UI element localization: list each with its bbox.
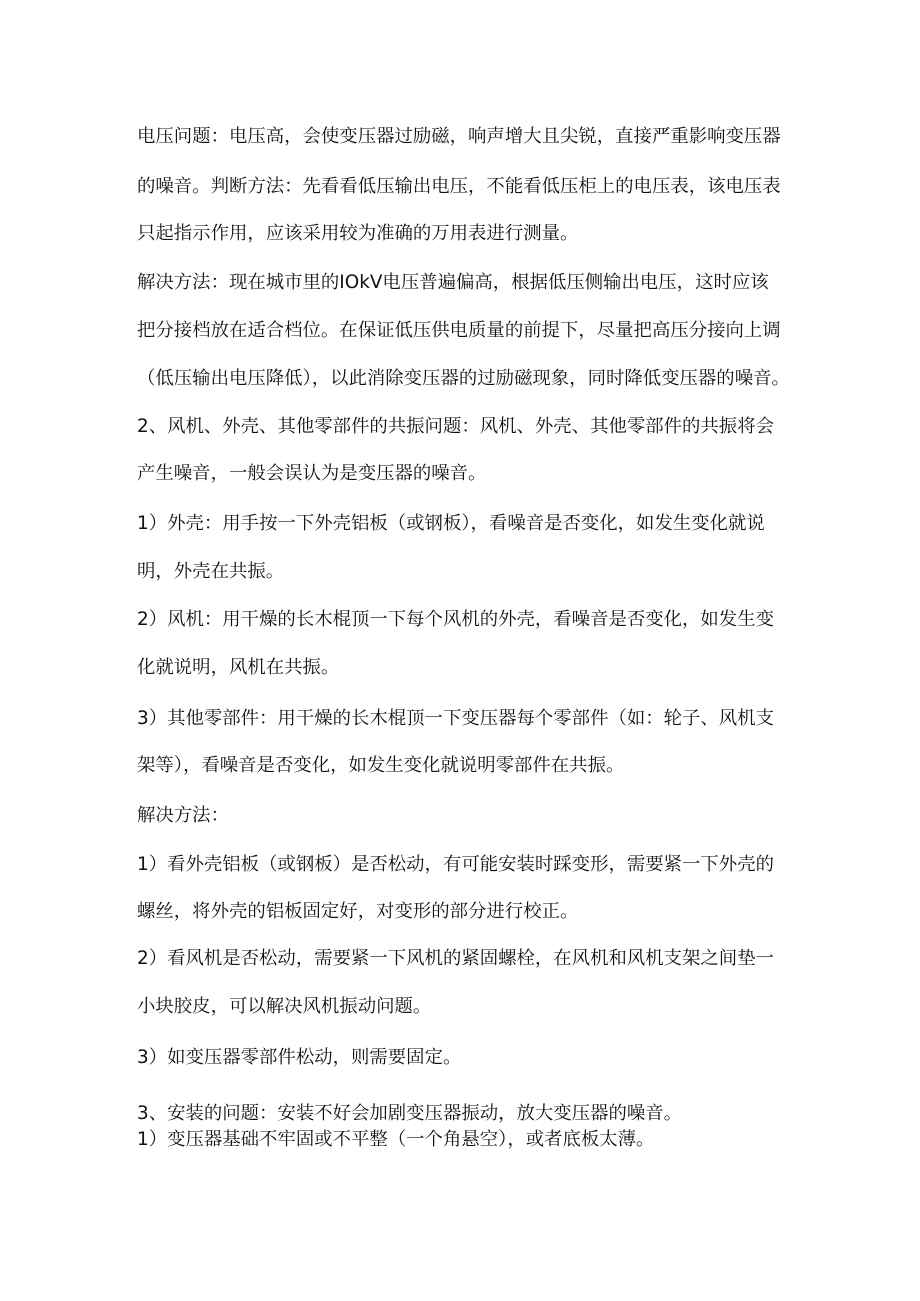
text-line: 3、安装的问题：安装不好会加剧变压器振动，放大变压器的噪音。 (137, 1103, 683, 1124)
text-line: 电压问题：电压高，会使变压器过励磁，响声增大且尖锐，直接严重影响变压器 (137, 126, 781, 147)
text-line: 2）风机：用干燥的长木棍顶一下每个风机的外壳，看噪音是否变化，如发生变 (137, 609, 774, 630)
text-line: 只起指示作用，应该采用较为准确的万用表进行测量。 (137, 223, 579, 244)
text-line: 3）其他零部件：用干燥的长木棍顶一下变压器每个零部件（如：轮子、风机支 (137, 708, 774, 729)
text-line: 2、风机、外壳、其他零部件的共振问题：风机、外壳、其他零部件的共振将会 (137, 416, 774, 437)
text-line: （低压输出电压降低），以此消除变压器的过励磁现象，同时降低变压器的噪音。 (137, 368, 790, 389)
text-line: 螺丝，将外壳的铝板固定好，对变形的部分进行校正。 (137, 901, 579, 922)
text-line: 解决方法：现在城市里的IOkV电压普遍偏高，根据低压侧输出电压，这时应该 (137, 272, 769, 293)
text-line: 架等），看噪音是否变化，如发生变化就说明零部件在共振。 (137, 755, 625, 776)
text-line: 小块胶皮，可以解决风机振动问题。 (137, 996, 432, 1017)
text-line: 解决方法： (137, 805, 229, 826)
text-line: 1）外壳：用手按一下外壳铝板（或钢板），看噪音是否变化，如发生变化就说 (137, 513, 765, 534)
text-line: 化就说明，风机在共振。 (137, 657, 340, 678)
text-line: 明，外壳在共振。 (137, 561, 285, 582)
text-line: 1）看外壳铝板（或钢板）是否松动，有可能安装时踩变形，需要紧一下外壳的 (137, 854, 774, 875)
text-line: 2）看风机是否松动，需要紧一下风机的紧固螺栓，在风机和风机支架之间垫一 (137, 948, 774, 969)
text-line: 3）如变压器零部件松动，则需要固定。 (137, 1047, 462, 1068)
text-line: 1）变压器基础不牢固或不平整（一个角悬空），或者底板太薄。 (137, 1129, 655, 1150)
text-line: 产生噪音，一般会误认为是变压器的噪音。 (137, 463, 487, 484)
text-line: 把分接档放在适合档位。在保证低压供电质量的前提下，尽量把高压分接向上调 (137, 320, 781, 341)
text-line: 的噪音。判断方法：先看看低压输出电压，不能看低压柜上的电压表，该电压表 (137, 176, 781, 197)
